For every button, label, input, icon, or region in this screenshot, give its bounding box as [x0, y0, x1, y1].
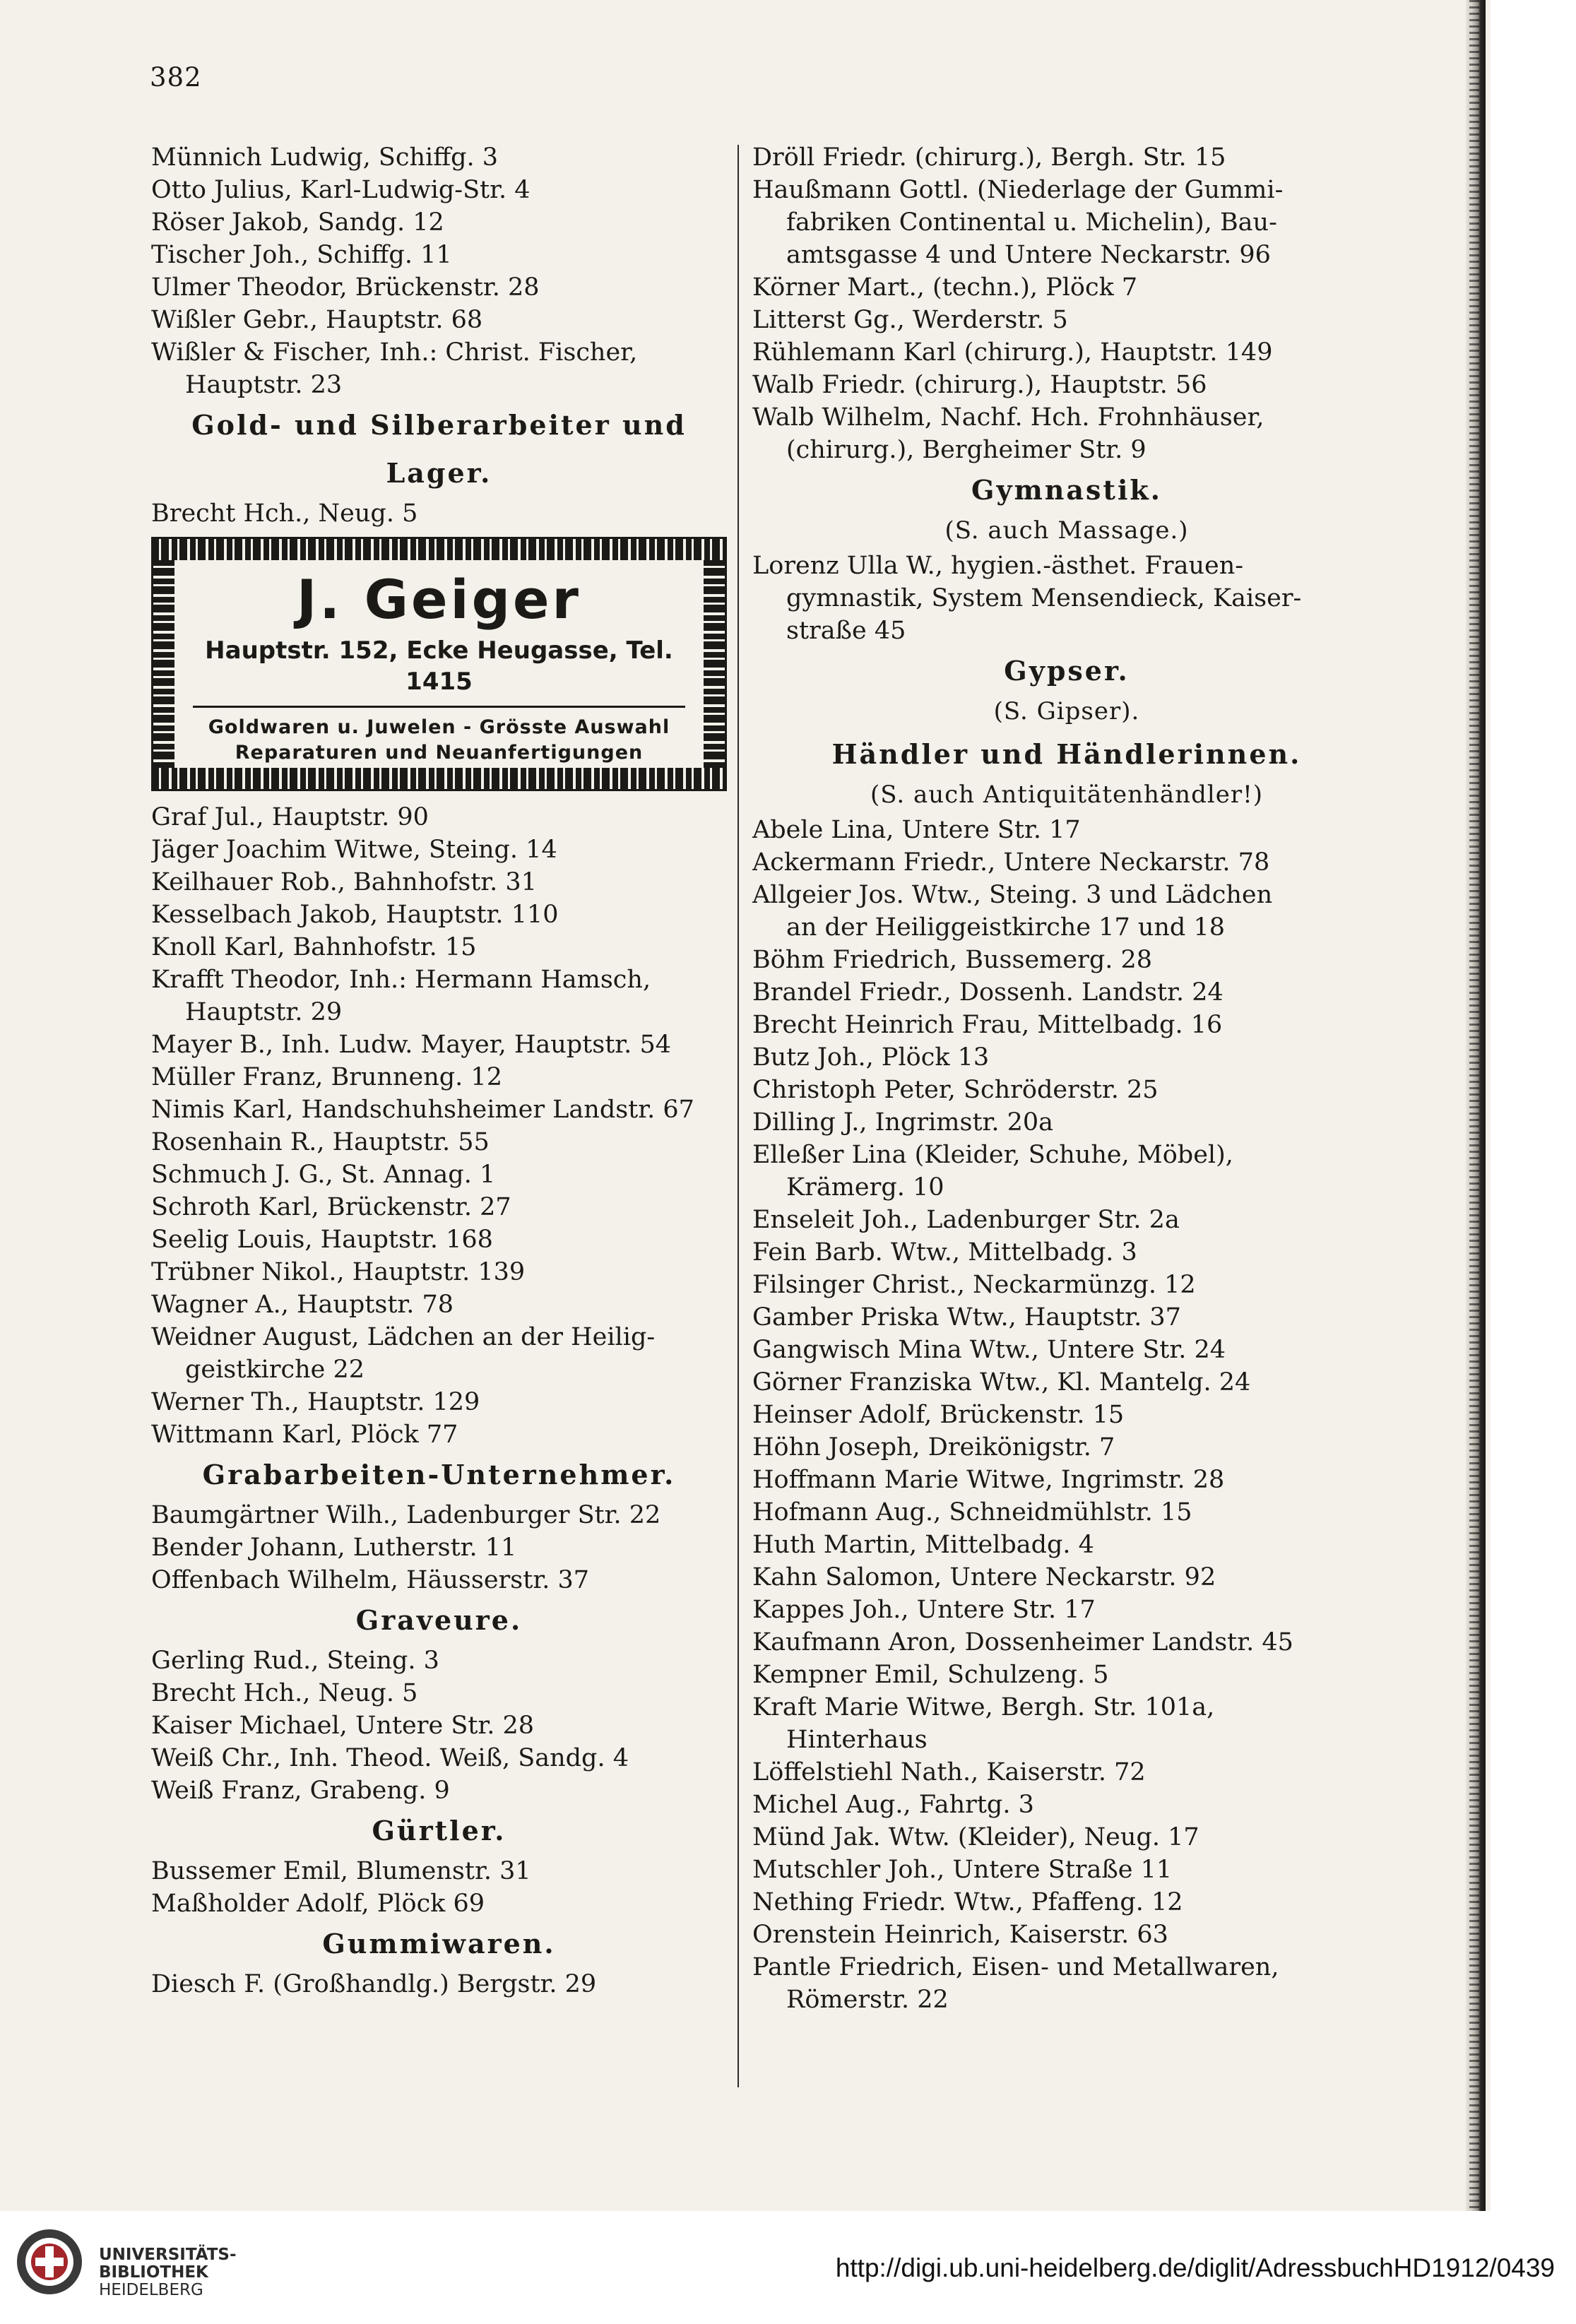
ad-border-bottom: [153, 768, 725, 789]
directory-entry: Brecht Hch., Neug. 5: [151, 1679, 418, 1707]
cross-reference-note: (S. Gipser).: [993, 697, 1140, 725]
directory-entry: Huth Martin, Mittelbadg. 4: [752, 1531, 1094, 1559]
directory-entry: Rühlemann Karl (chirurg.), Hauptstr. 149: [752, 338, 1273, 367]
directory-entry: Orenstein Heinrich, Kaiserstr. 63: [752, 1921, 1168, 1949]
library-name-line-1: UNIVERSITÄTS-: [99, 2246, 237, 2264]
directory-entry: Müller Franz, Brunneng. 12: [151, 1063, 502, 1091]
ad-line-goods: Goldwaren u. Juwelen - Grösste Auswahl: [208, 716, 670, 738]
column-divider: [737, 145, 739, 2087]
directory-entry: Münd Jak. Wtw. (Kleider), Neug. 17: [752, 1823, 1199, 1851]
directory-entry: Knoll Karl, Bahnhofstr. 15: [151, 933, 477, 961]
directory-entry: Bussemer Emil, Blumenstr. 31: [151, 1857, 531, 1885]
library-seal-icon: [14, 2227, 85, 2297]
directory-entry: Kesselbach Jakob, Hauptstr. 110: [151, 901, 559, 929]
geiger-advertisement: [151, 537, 727, 791]
directory-entry: Werner Th., Hauptstr. 129: [151, 1388, 480, 1416]
section-heading: Graveure.: [355, 1604, 523, 1636]
directory-entry: Walb Wilhelm, Nachf. Hch. Frohnhäuser,: [752, 403, 1264, 432]
directory-entry: Filsinger Christ., Neckarmünzg. 12: [752, 1271, 1196, 1299]
section-heading: Gummiwaren.: [322, 1928, 556, 1960]
directory-entry: Elleßer Lina (Kleider, Schuhe, Möbel),: [752, 1141, 1233, 1169]
source-url[interactable]: http://digi.ub.uni-heidelberg.de/diglit/AdressbuchHD1912/0439: [835, 2253, 1555, 2282]
directory-entry: Nimis Karl, Handschuhsheimer Landstr. 67: [151, 1096, 694, 1124]
directory-entry-continuation: straße 45: [786, 617, 906, 645]
library-name-line-3: HEIDELBERG: [99, 2281, 203, 2299]
cross-reference-note: (S. auch Massage.): [944, 516, 1189, 545]
directory-entry-continuation: gymnastik, System Mensendieck, Kaiser-: [786, 584, 1302, 612]
directory-entry: Kaufmann Aron, Dossenheimer Landstr. 45: [752, 1628, 1293, 1656]
directory-entry: Wißler & Fischer, Inh.: Christ. Fischer,: [151, 338, 638, 367]
directory-entry: Butz Joh., Plöck 13: [752, 1043, 990, 1072]
directory-entry: Hofmann Aug., Schneidmühlstr. 15: [752, 1498, 1192, 1526]
directory-entry: Diesch F. (Großhandlg.) Bergstr. 29: [151, 1970, 597, 1998]
directory-entry: Bender Johann, Lutherstr. 11: [151, 1534, 517, 1562]
directory-entry: Löffelstiehl Nath., Kaiserstr. 72: [752, 1758, 1146, 1786]
section-heading: Gypser.: [1004, 655, 1130, 687]
directory-entry: Christoph Peter, Schröderstr. 25: [752, 1076, 1159, 1104]
directory-entry: Gerling Rud., Steing. 3: [151, 1647, 439, 1675]
page-number: 382: [150, 62, 202, 93]
directory-entry: Walb Friedr. (chirurg.), Hauptstr. 56: [752, 371, 1207, 399]
directory-entry: Otto Julius, Karl-Ludwig-Str. 4: [151, 176, 531, 204]
directory-entry: Maßholder Adolf, Plöck 69: [151, 1890, 485, 1918]
section-heading: Händler und Händlerinnen.: [831, 738, 1302, 770]
directory-entry: Offenbach Wilhelm, Häusserstr. 37: [151, 1566, 589, 1594]
directory-entry: Abele Lina, Untere Str. 17: [752, 816, 1081, 844]
directory-entry-continuation: amtsgasse 4 und Untere Neckarstr. 96: [786, 241, 1271, 269]
directory-entry-continuation: Krämerg. 10: [786, 1173, 944, 1202]
footer-bar: [0, 2211, 1576, 2324]
directory-entry: Hoffmann Marie Witwe, Ingrimstr. 28: [752, 1466, 1225, 1494]
directory-entry: Kraft Marie Witwe, Bergh. Str. 101a,: [752, 1693, 1215, 1721]
directory-entry: Kahn Salomon, Untere Neckarstr. 92: [752, 1563, 1216, 1591]
directory-entry: Graf Jul., Hauptstr. 90: [151, 803, 429, 831]
directory-entry: Röser Jakob, Sandg. 12: [151, 208, 444, 237]
directory-entry: Schmuch J. G., St. Annag. 1: [151, 1161, 496, 1189]
ad-line-services: Reparaturen und Neuanfertigungen: [235, 742, 644, 764]
directory-entry: Görner Franziska Wtw., Kl. Mantelg. 24: [752, 1368, 1251, 1397]
directory-entry: Ulmer Theodor, Brückenstr. 28: [151, 273, 540, 302]
page-edge-texture: [1469, 0, 1479, 2211]
directory-entry-continuation: Hauptstr. 23: [185, 371, 343, 399]
directory-entry: Keilhauer Rob., Bahnhofstr. 31: [151, 868, 537, 896]
directory-entry: Fein Barb. Wtw., Mittelbadg. 3: [752, 1238, 1137, 1267]
directory-entry: Wißler Gebr., Hauptstr. 68: [151, 306, 483, 334]
directory-entry: Kempner Emil, Schulzeng. 5: [752, 1661, 1109, 1689]
ad-company-name: J. Geiger: [296, 568, 581, 631]
directory-entry: Heinser Adolf, Brückenstr. 15: [752, 1401, 1125, 1429]
directory-entry-continuation: Römerstr. 22: [786, 1986, 949, 2014]
directory-entry: Höhn Joseph, Dreikönigstr. 7: [752, 1433, 1115, 1462]
directory-entry: Kappes Joh., Untere Str. 17: [752, 1596, 1096, 1624]
right-column: [752, 141, 1381, 2016]
directory-entry: Weidner August, Lädchen an der Heilig-: [151, 1323, 656, 1351]
section-heading: Grabarbeiten-Unternehmer.: [202, 1459, 676, 1490]
directory-entry: Allgeier Jos. Wtw., Steing. 3 und Lädchen: [752, 881, 1273, 909]
section-heading: Lager.: [386, 457, 492, 489]
library-name: [99, 2246, 237, 2299]
directory-entry: Haußmann Gottl. (Niederlage der Gummi-: [752, 176, 1284, 204]
ad-rule: [193, 706, 685, 708]
section-heading: Gold- und Silberarbeiter und: [191, 409, 687, 441]
directory-entry: Lorenz Ulla W., hygien.-ästhet. Frauen-: [752, 552, 1244, 580]
ad-border-left: [153, 560, 174, 768]
directory-entry: Dröll Friedr. (chirurg.), Bergh. Str. 15: [752, 143, 1226, 172]
directory-entry: Gangwisch Mina Wtw., Untere Str. 24: [752, 1336, 1226, 1364]
directory-entry-continuation: (chirurg.), Bergheimer Str. 9: [786, 436, 1147, 464]
directory-entry: Brandel Friedr., Dossenh. Landstr. 24: [752, 978, 1224, 1007]
directory-entry: Ackermann Friedr., Untere Neckarstr. 78: [752, 848, 1270, 877]
directory-entry-continuation: Hauptstr. 29: [185, 998, 343, 1026]
directory-entry: Litterst Gg., Werderstr. 5: [752, 306, 1068, 334]
directory-entry: Mayer B., Inh. Ludw. Mayer, Hauptstr. 54: [151, 1031, 671, 1059]
ad-address: Hauptstr. 152, Ecke Heugasse, Tel. 1415: [205, 636, 673, 696]
directory-entry: Rosenhain R., Hauptstr. 55: [151, 1128, 490, 1156]
ad-border-right: [704, 560, 725, 768]
directory-entry: Gamber Priska Wtw., Hauptstr. 37: [752, 1303, 1181, 1332]
directory-entry: Nething Friedr. Wtw., Pfaffeng. 12: [752, 1888, 1183, 1916]
directory-entry: Schroth Karl, Brückenstr. 27: [151, 1193, 511, 1221]
directory-entry: Körner Mart., (techn.), Plöck 7: [752, 273, 1138, 302]
directory-entry: Michel Aug., Fahrtg. 3: [752, 1791, 1034, 1819]
left-column: [151, 141, 727, 2000]
section-heading: Gürtler.: [372, 1815, 506, 1846]
directory-entry-continuation: fabriken Continental u. Michelin), Bau-: [786, 208, 1277, 237]
directory-entry: Weiß Chr., Inh. Theod. Weiß, Sandg. 4: [151, 1744, 629, 1772]
directory-entry: Wittmann Karl, Plöck 77: [151, 1421, 458, 1449]
directory-entry: Trübner Nikol., Hauptstr. 139: [151, 1258, 526, 1286]
directory-entry-continuation: an der Heiliggeistkirche 17 und 18: [786, 913, 1225, 942]
directory-entry: Dilling J., Ingrimstr. 20a: [752, 1108, 1054, 1137]
directory-entry: Brecht Hch., Neug. 5: [151, 499, 418, 528]
directory-entry: Mutschler Joh., Untere Straße 11: [752, 1856, 1173, 1884]
directory-entry: Brecht Heinrich Frau, Mittelbadg. 16: [752, 1011, 1223, 1039]
directory-entry: Enseleit Joh., Ladenburger Str. 2a: [752, 1206, 1180, 1234]
ad-border-top: [153, 539, 725, 560]
directory-entry: Wagner A., Hauptstr. 78: [151, 1291, 454, 1319]
ad-content: [174, 560, 704, 768]
directory-entry: Tischer Joh., Schiffg. 11: [151, 241, 452, 269]
directory-entry-continuation: geistkirche 22: [185, 1356, 365, 1384]
directory-entry: Pantle Friedrich, Eisen- und Metallwaren,: [752, 1953, 1279, 1981]
directory-entry: Kaiser Michael, Untere Str. 28: [151, 1712, 535, 1740]
directory-entry: Böhm Friedrich, Bussemerg. 28: [752, 946, 1153, 974]
directory-entry: Münnich Ludwig, Schiffg. 3: [151, 143, 499, 172]
cross-reference-note: (S. auch Antiquitätenhändler!): [870, 781, 1264, 809]
directory-entry: Jäger Joachim Witwe, Steing. 14: [151, 836, 557, 864]
section-heading: Gymnastik.: [971, 474, 1162, 506]
directory-entry: Weiß Franz, Grabeng. 9: [151, 1777, 450, 1805]
directory-entry-continuation: Hinterhaus: [786, 1726, 928, 1754]
directory-entry: Baumgärtner Wilh., Ladenburger Str. 22: [151, 1501, 661, 1529]
directory-entry: Seelig Louis, Hauptstr. 168: [151, 1226, 493, 1254]
directory-entry: Krafft Theodor, Inh.: Hermann Hamsch,: [151, 966, 651, 994]
library-name-line-2: BIBLIOTHEK: [99, 2263, 208, 2282]
